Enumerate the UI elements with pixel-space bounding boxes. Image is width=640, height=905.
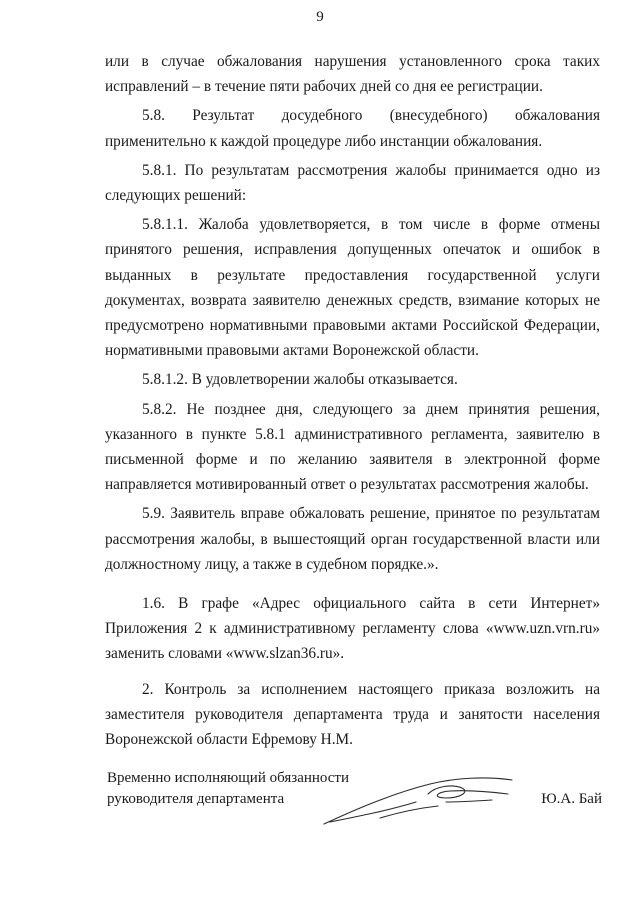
paragraph-5-9: 5.9. Заявитель вправе обжаловать решение, принятое по результатам рассмотрения жалобы, в вышестоящий орган государственной власти или должностному лицу, а также в судебном порядке.». [105, 505, 600, 573]
signatory-name: Ю.А. Бай [541, 791, 602, 807]
paragraph-5-8: 5.8. Результат досудебного (внесудебного) обжалования применительно к каждой процедуре либо инстанции обжалования. [105, 107, 600, 150]
paragraph-continuation: или в случае обжалования нарушения установленного срока таких исправлений – в течение пяти рабочих дней со дня ее регистрации. [105, 53, 600, 96]
signatory-position-line2: руководителя департамента [107, 791, 285, 807]
paragraph-2: 2. Контроль за исполнением настоящего приказа возложить на заместителя руководителя департамента труда и занятости населения Воронежской области Ефремову Н.М. [105, 680, 600, 749]
paragraph-5-8-1-2: 5.8.1.2. В удовлетворении жалобы отказывается. [142, 371, 458, 389]
handwritten-signature [320, 772, 520, 832]
paragraph-5-8-1-1: 5.8.1.1. Жалоба удовлетворяется, в том числе в форме отмены принятого решения, исправления допущенных опечаток и ошибок в выданных в результате предоставления государственной услуги документах, возврата заявителю денежных средств, взимание которых не предусмотрено нормативными правовыми актами Российской Федерации, нормативными правовыми актами Воронежской области. [105, 216, 600, 360]
signatory-position-line1: Временно исполняющий обязанности [107, 770, 350, 786]
document-body [105, 49, 600, 752]
signatory-position [107, 768, 349, 810]
paragraph-5-8-2: 5.8.2. Не позднее дня, следующего за днем принятия решения, указанного в пункте 5.8.1 административного регламента, заявителю в письменной форме и по желанию заявителя в электронной форме направляется мотивированный ответ о результатах рассмотрения жалобы. [105, 400, 600, 494]
paragraph-1-6: 1.6. В графе «Адрес официального сайта в сети Интернет» Приложения 2 к административному регламенту слова «www.uzn.vrn.ru» заменить словами «www.slzan36.ru». [105, 595, 600, 663]
page-number: 9 [316, 9, 324, 25]
paragraph-5-8-1: 5.8.1. По результатам рассмотрения жалобы принимается одно из следующих решений: [105, 161, 600, 205]
